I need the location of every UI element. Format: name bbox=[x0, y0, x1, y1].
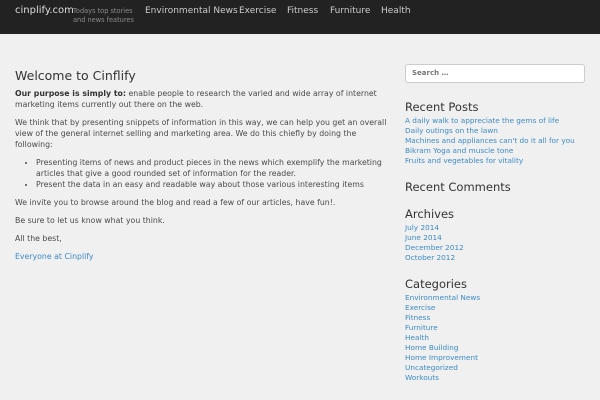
list-item bbox=[405, 136, 585, 146]
list-item: • Presenting items of news and product pieces in the news which exemplify the marketing articles that give a good rounded set of information for the reader. bbox=[36, 157, 393, 179]
recent-posts-list bbox=[405, 116, 585, 166]
nav-item-furniture[interactable]: Furniture bbox=[330, 6, 371, 16]
categories-list bbox=[405, 293, 585, 383]
main-content bbox=[15, 68, 393, 269]
top-navbar bbox=[0, 0, 600, 34]
list-item bbox=[405, 333, 585, 343]
signature-link[interactable]: Everyone at Cinplify bbox=[15, 252, 94, 261]
list-item bbox=[405, 293, 585, 303]
list-item bbox=[405, 243, 585, 253]
recent-posts-title: Recent Posts bbox=[405, 99, 479, 114]
nav-item-fitness[interactable]: Fitness bbox=[287, 6, 319, 16]
category-link[interactable]: Health bbox=[405, 332, 429, 342]
nav-item-environmental-news[interactable]: Environmental News bbox=[145, 6, 238, 16]
list-item bbox=[405, 146, 585, 156]
recent-post-link[interactable]: Fruits and vegetables for vitality bbox=[405, 155, 524, 165]
recent-post-link[interactable]: A daily walk to appreciate the gems of life bbox=[405, 115, 560, 125]
category-link[interactable]: Home Building bbox=[405, 342, 459, 352]
invite-paragraph: We invite you to browse around the blog and read a few of our articles, have fun!. bbox=[15, 198, 336, 207]
intro-lead-text: enable people to research the varied and wide array of internet marketing items currently out there on the web. bbox=[15, 89, 377, 109]
goals-list bbox=[36, 157, 393, 190]
category-link[interactable]: Furniture bbox=[405, 322, 438, 332]
intro-lead-bold: Our purpose is simply to: bbox=[15, 89, 127, 98]
category-link[interactable]: Workouts bbox=[405, 372, 439, 382]
list-item bbox=[405, 223, 585, 233]
intro-paragraph bbox=[15, 88, 393, 110]
archive-link[interactable]: July 2014 bbox=[405, 222, 440, 232]
category-link[interactable]: Fitness bbox=[405, 312, 431, 322]
list-item: • Present the data in an easy and readable way about those various interesting items bbox=[36, 179, 393, 190]
page-title: Welcome to Cinflify bbox=[15, 68, 136, 83]
archive-link[interactable]: June 2014 bbox=[405, 232, 442, 242]
category-link[interactable]: Home Improvement bbox=[405, 352, 478, 362]
list-item bbox=[405, 156, 585, 166]
archives-list bbox=[405, 223, 585, 263]
list-item bbox=[405, 126, 585, 136]
list-item bbox=[405, 373, 585, 383]
category-link[interactable]: Uncategorized bbox=[405, 362, 458, 372]
site-tagline: Todays top stories and news features bbox=[73, 7, 134, 24]
recent-post-link[interactable]: Machines and appliances can't do it all for you bbox=[405, 135, 575, 145]
recent-comments-title: Recent Comments bbox=[405, 179, 511, 194]
archive-link[interactable]: December 2012 bbox=[405, 242, 464, 252]
search-input[interactable] bbox=[405, 64, 585, 83]
list-item bbox=[405, 253, 585, 263]
archive-link[interactable]: October 2012 bbox=[405, 252, 456, 262]
categories-title: Categories bbox=[405, 276, 467, 291]
list-item bbox=[405, 363, 585, 373]
closing-paragraph: All the best, bbox=[15, 234, 62, 243]
recent-post-link[interactable]: Daily outings on the lawn bbox=[405, 125, 498, 135]
list-item bbox=[405, 343, 585, 353]
list-item bbox=[405, 303, 585, 313]
list-item bbox=[405, 313, 585, 323]
list-item bbox=[405, 233, 585, 243]
list-item bbox=[405, 353, 585, 363]
feedback-paragraph: Be sure to let us know what you think. bbox=[15, 216, 165, 225]
overview-paragraph: We think that by presenting snippets of information in this way, we can help you get an overall view of the general internet selling and marketing area. We do this chiefly by doing the following: bbox=[15, 118, 387, 149]
sidebar bbox=[405, 60, 585, 383]
list-item bbox=[405, 323, 585, 333]
recent-post-link[interactable]: Bikram Yoga and muscle tone bbox=[405, 145, 514, 155]
list-item bbox=[405, 116, 585, 126]
site-brand-link[interactable]: cinplify.com bbox=[15, 5, 74, 16]
nav-item-health[interactable]: Health bbox=[381, 6, 411, 16]
nav-item-exercise[interactable]: Exercise bbox=[239, 6, 277, 16]
category-link[interactable]: Environmental News bbox=[405, 292, 481, 302]
category-link[interactable]: Exercise bbox=[405, 302, 436, 312]
archives-title: Archives bbox=[405, 206, 455, 221]
